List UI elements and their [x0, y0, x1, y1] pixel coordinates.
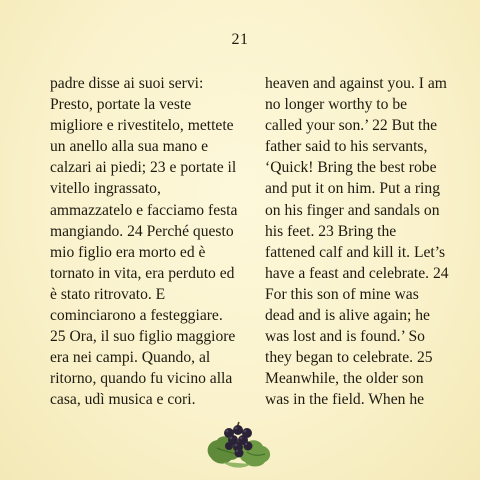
text-line: vitello ingrassato,	[50, 180, 161, 198]
text-line: Meanwhile, the older son	[265, 370, 424, 388]
text-line: on his finger and sandals on	[265, 201, 440, 219]
grape-cluster-icon	[203, 418, 275, 472]
text-line: calzari ai piedi; 23 e portate il	[50, 159, 237, 177]
text-line: ritorno, quando fu vicino alla	[50, 370, 233, 388]
text-line: tornato in vita, era perduto ed	[50, 264, 235, 282]
page-number: 21	[231, 31, 249, 48]
text-line: ‘Quick! Bring the best robe	[265, 159, 437, 177]
text-line: casa, udì musica e cori.	[50, 391, 196, 409]
text-line: was in the field. When he	[265, 391, 425, 409]
text-line: era nei campi. Quando, al	[50, 349, 211, 367]
italian-text-column	[50, 73, 250, 411]
text-line: fattened calf and kill it. Let’s	[265, 243, 446, 261]
text-line: no longer worthy to be	[265, 96, 408, 114]
text-line: mangiando. 24 Perché questo	[50, 222, 234, 240]
text-line: dead and is alive again; he	[265, 307, 430, 325]
english-text-column	[265, 73, 465, 411]
text-line: and put it on him. Put a ring	[265, 180, 440, 198]
text-line: mio figlio era morto ed è	[50, 243, 206, 261]
text-line: For this son of mine was	[265, 285, 419, 303]
text-line: ammazzatelo e facciamo festa	[50, 201, 238, 219]
text-line: Presto, portate la veste	[50, 96, 192, 114]
text-line: è stato ritrovato. E	[50, 285, 166, 303]
text-line: they began to celebrate. 25	[265, 349, 433, 367]
text-line: 25 Ora, il suo figlio maggiore	[50, 328, 236, 346]
text-line: have a feast and celebrate. 24	[265, 264, 449, 282]
text-line: padre disse ai suoi servi:	[50, 75, 204, 92]
text-line: cominciarono a festeggiare.	[50, 307, 223, 325]
text-line: migliore e rivestitelo, mettete	[50, 117, 234, 135]
text-line: called your son.’ 22 But the	[265, 117, 438, 135]
text-line: un anello alla sua mano e	[50, 138, 209, 156]
text-line: his feet. 23 Bring the	[265, 222, 397, 240]
text-line: was lost and is found.’ So	[265, 328, 425, 346]
text-line: heaven and against you. I am	[265, 75, 447, 92]
text-line: father said to his servants,	[265, 138, 428, 156]
